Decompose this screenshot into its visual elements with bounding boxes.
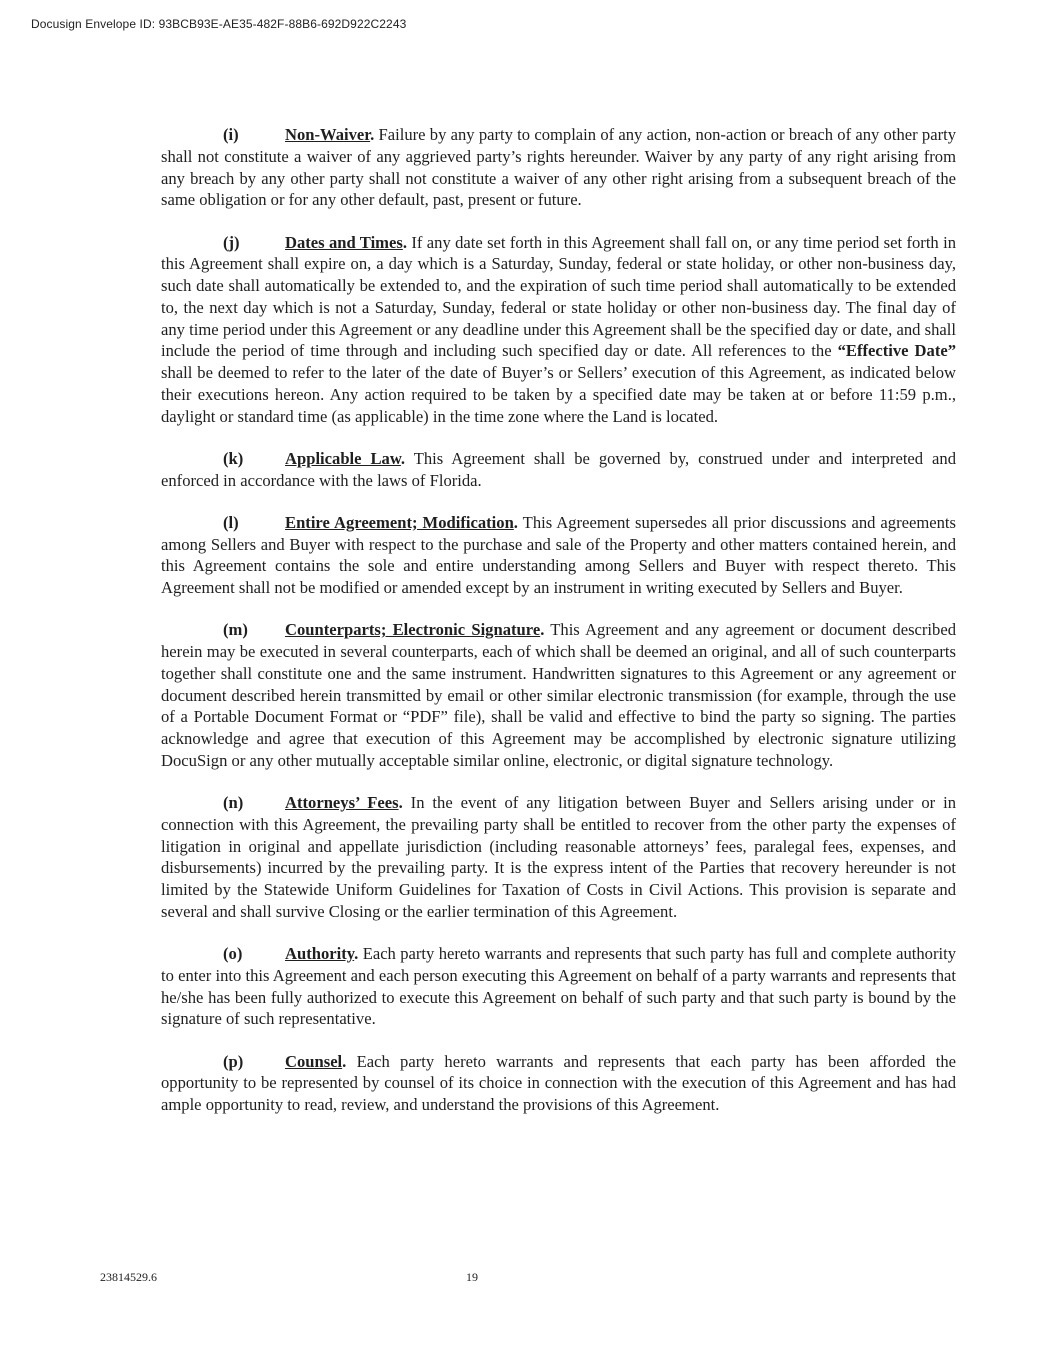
section-text: Failure by any party to complain of any action, non-action or breach of any other party shall not constitute a waiver of any aggrieved party’s rights hereunder. Waiver by any party of any right arising from any breach by any other party shall not constitute a waiver of any other right arising from a subsequent breach of the same obligation or for any other default, past, present or future. (161, 125, 956, 210)
section-text: If any date set forth in this Agreement shall fall on, or any time period set forth in this Agreement shall expire on, a day which is a Saturday, Sunday, federal or state holiday, or other non-business day, such date shall automatically be extended to, and the expiration of such time period shall automatically to be extended to, the next day which is not a Saturday, Sunday, federal or state holiday or other non-business day. The final day of any time period under this Agreement or any deadline under this Agreement shall be the specified day or date, and shall include the period of time through and including such specified day or date. All references to the (161, 232, 956, 361)
section-heading: Dates and Times (285, 232, 403, 252)
effective-date-term: “Effective Date” (837, 341, 957, 361)
section-non-waiver: (i) Non-Waiver. Failure by any party to complain of any action, non-action or breach of any other party shall not constitute a waiver of any aggrieved party’s rights hereunder. Waiver by any party of any right arising from any breach by any other party shall not constitute a waiver of any other right arising from a subsequent breach of the same obligation or for any other default, past, present or future. (161, 125, 956, 210)
section-heading-period: . (342, 1051, 347, 1071)
section-heading: Entire Agreement; Modification (285, 512, 514, 532)
section-heading-period: . (370, 125, 375, 144)
agreement-body (161, 124, 956, 1136)
docusign-envelope-id: Docusign Envelope ID: 93BCB93E-AE35-482F-88B6-692D922C2243 (31, 17, 407, 31)
section-heading: Applicable Law (285, 448, 401, 468)
section-text-continued: shall be deemed to refer to the later of the date of Buyer’s or Sellers’ execution of this Agreement, as indicated below their executions hereon. Any action required to be taken by a specified date may be taken at or before 11:59 p.m., daylight or standard time (as applicable) in the time zone where the Land is located. (161, 363, 956, 426)
section-counterparts: (m) Counterparts; Electronic Signature. This Agreement and any agreement or document described herein may be executed in several counterparts, each of which shall be deemed an original, and all of such counterparts together shall constitute one and the same instrument. Handwritten signatures to this Agreement or any agreement or document described herein transmitted by email or other similar electronic transmission (for example, through the use of a Portable Document Format or “PDF” file), shall be valid and effective to bind the party so signing. The parties acknowledge and agree that execution of this Agreement may be accomplished by electronic signature utilizing DocuSign or any other mutually acceptable similar online, electronic, or digital signature technology. (161, 620, 956, 770)
section-applicable-law: (k) Applicable Law. This Agreement shall be governed by, construed under and interpreted and enforced in accordance with the laws of Florida. (161, 448, 957, 490)
section-text: This Agreement and any agreement or document described herein may be executed in several counterparts, each of which shall be deemed an original, and all of such counterparts together shall constitute one and the same instrument. Handwritten signatures to this Agreement or any agreement or document described herein transmitted by email or other similar electronic transmission (for example, through the use of a Portable Document Format or “PDF” file), shall be valid and effective to bind the party so signing. The parties acknowledge and agree that execution of this Agreement may be accomplished by electronic signature utilizing DocuSign or any other mutually acceptable similar online, electronic, or digital signature technology. (161, 620, 956, 770)
section-text: This Agreement supersedes all prior discussions and agreements among Sellers and Buyer with respect to the purchase and sale of the Property and other matters contained herein, and this Agreement contains the sole and entire understanding among Sellers and Buyer with respect thereto. This Agreement shall not be modified or amended except by an instrument in writing executed by Sellers and Buyer. (161, 512, 956, 597)
section-entire-agreement: (l) Entire Agreement; Modification. This Agreement supersedes all prior discussions and agreements among Sellers and Buyer with respect to the purchase and sale of the Property and other matters contained herein, and this Agreement contains the sole and entire understanding among Sellers and Buyer with respect thereto. This Agreement shall not be modified or amended except by an instrument in writing executed by Sellers and Buyer. (161, 512, 956, 597)
section-heading-period: . (400, 448, 406, 468)
section-heading: Attorneys’ Fees (285, 793, 399, 812)
section-heading: Counsel (285, 1051, 343, 1071)
section-text: Each party hereto warrants and represents that such party has full and complete authority to enter into this Agreement and each person executing this Agreement on behalf of a party warrants and represents that he/she has been fully authorized to execute this Agreement on behalf of such party and that such party is bound by the signature of such representative. (161, 944, 956, 1029)
section-counsel: (p) Counsel. Each party hereto warrants and represents that each party has been afforded the opportunity to be represented by counsel of its choice in connection with the execution of this Agreement and has had ample opportunity to read, review, and understand the provisions of this Agreement. (161, 1051, 956, 1114)
section-heading: Authority (285, 944, 355, 963)
section-heading: Non-Waiver (285, 125, 371, 144)
section-dates-and-times: (j) Dates and Times. If any date set forth in this Agreement shall fall on, or any time period set forth in this Agreement shall expire on, a day which is a Saturday, Sunday, federal or state holiday, or other non-business day, such date shall automatically be extended to, and the expiration of such time period shall automatically to be extended to, the next day which is not a Saturday, Sunday, federal or state holiday or other non-business day. The final day of any time period under this Agreement or any deadline under this Agreement shall be the specified day or date, and shall include the period of time through and including such specified day or date. All references to the “Effective Date” shall be deemed to refer to the later of the date of Buyer’s or Sellers’ execution of this Agreement, as indicated below their executions hereon. Any action required to be taken by a specified date may be taken at or before 11:59 p.m., daylight or standard time (as applicable) in the time zone where the Land is located. (161, 232, 957, 426)
section-text: In the event of any litigation between Buyer and Sellers arising under or in connection with this Agreement, the prevailing party shall be entitled to recover from the other party the expenses of litigation in original and appellate jurisdiction (including reasonable attorneys’ fees, paralegal fees, expenses, and disbursements) incurred by the prevailing party. It is the express intent of the Parties that recovery hereunder is not limited by the Statewide Uniform Guidelines for Taxation of Costs in Civil Actions. This provision is separate and several and shall survive Closing or the earlier termination of this Agreement. (161, 793, 956, 921)
section-heading-period: . (402, 232, 407, 252)
section-authority: (o) Authority. Each party hereto warrants and represents that such party has full and complete authority to enter into this Agreement and each person executing this Agreement on behalf of a party warrants and represents that he/she has been fully authorized to execute this Agreement on behalf of such party and that such party is bound by the signature of such representative. (161, 944, 956, 1029)
section-heading-period: . (354, 944, 359, 963)
section-heading: Counterparts; Electronic Signature (285, 620, 541, 640)
section-text: This Agreement shall be governed by, construed under and interpreted and enforced in accordance with the laws of Florida. (161, 448, 957, 490)
footer-page-number: 19 (466, 1270, 478, 1284)
section-text: Each party hereto warrants and represents that each party has been afforded the opportunity to be represented by counsel of its choice in connection with the execution of this Agreement and has had ample opportunity to read, review, and understand the provisions of this Agreement. (161, 1051, 956, 1114)
section-heading-period: . (540, 620, 545, 640)
section-attorneys-fees: (n) Attorneys’ Fees. In the event of any litigation between Buyer and Sellers arising under or in connection with this Agreement, the prevailing party shall be entitled to recover from the other party the expenses of litigation in original and appellate jurisdiction (including reasonable attorneys’ fees, paralegal fees, expenses, and disbursements) incurred by the prevailing party. It is the express intent of the Parties that recovery hereunder is not limited by the Statewide Uniform Guidelines for Taxation of Costs in Civil Actions. This provision is separate and several and shall survive Closing or the earlier termination of this Agreement. (161, 793, 956, 921)
section-heading-period: . (398, 793, 403, 812)
section-heading-period: . (513, 512, 518, 532)
footer-document-number: 23814529.6 (100, 1270, 157, 1284)
